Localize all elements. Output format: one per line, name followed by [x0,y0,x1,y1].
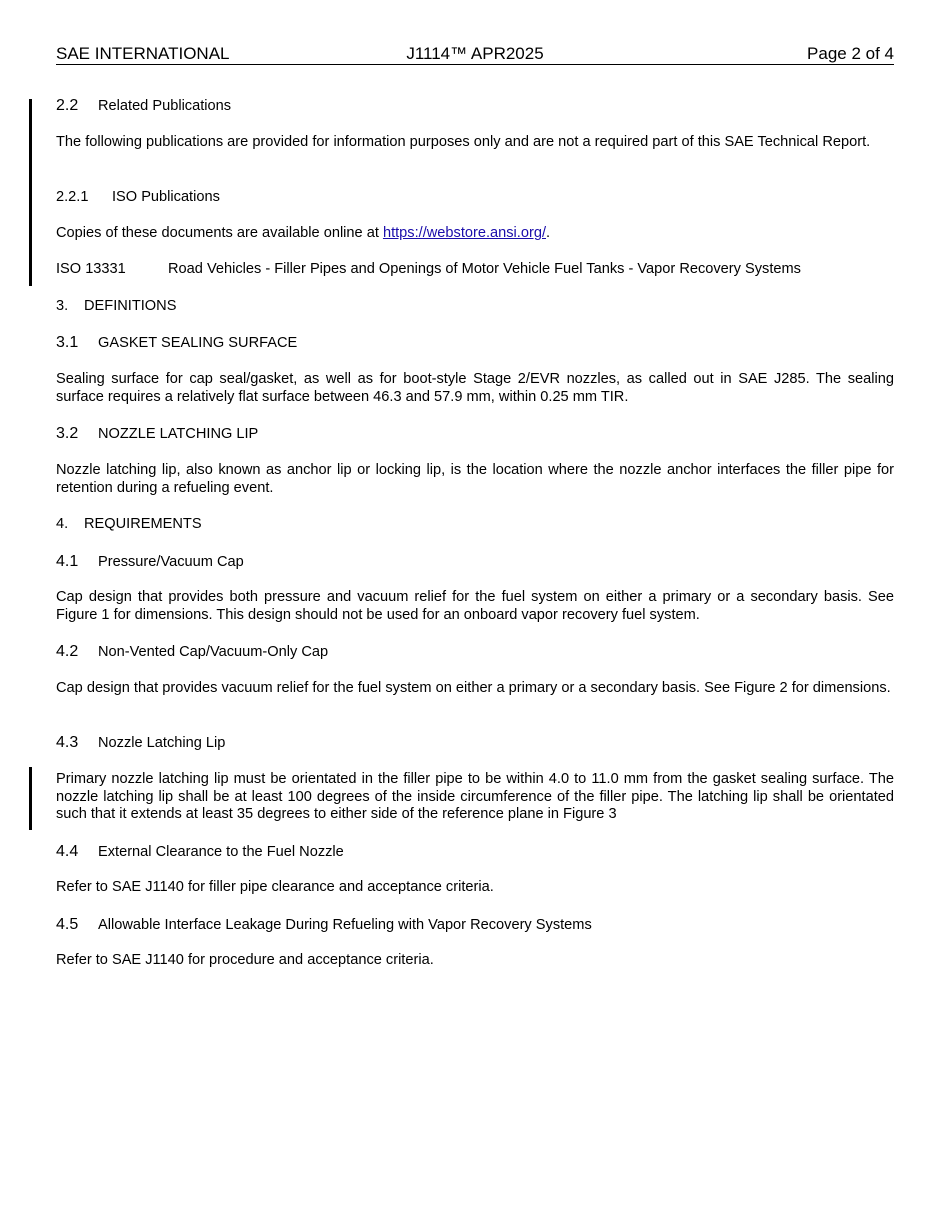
paragraph-gasket-sealing-surface: Sealing surface for cap seal/gasket, as well as for boot-style Stage 2/EVR nozzles, as called out in SAE J285. The sealing surface requires a relatively flat surface between 46.3 and 57.9 mm, within 0.25 mm TIR. [56,371,894,405]
section-title: NOZZLE LATCHING LIP [98,426,259,442]
section-heading-4-1 [56,553,894,572]
section-heading-3-2 [56,425,894,444]
section-number: 4. [56,516,69,532]
copies-text: Copies of these documents are available online at [56,225,383,241]
section-title: Allowable Interface Leakage During Refueling with Vapor Recovery Systems [98,917,592,933]
paragraph-pressure-vacuum-cap: Cap design that provides both pressure and vacuum relief for the fuel system on either a primary or a secondary basis. See Figure 1 for dimensions. This design should not be used for an onboard vapor recovery fuel system. [56,589,894,623]
section-title: REQUIREMENTS [84,516,202,532]
section-title: External Clearance to the Fuel Nozzle [98,844,344,860]
revision-change-bar [29,767,32,830]
section-title: Non-Vented Cap/Vacuum-Only Cap [98,644,329,660]
section-number: 4.4 [56,843,79,860]
reference-code: ISO 13331 [56,261,126,277]
section-heading-4-4 [56,843,894,862]
paragraph-non-vented-cap: Cap design that provides vacuum relief for the fuel system on either a primary or a secondary basis. See Figure 2 for dimensions. [56,680,891,696]
section-heading-3 [56,298,894,316]
ansi-webstore-link[interactable]: https://webstore.ansi.org/ [382,225,546,241]
paragraph-copies-available [56,225,894,243]
paragraph-related-publications: The following publications are provided for information purposes only and are not a required part of this SAE Technical Report. [56,134,871,150]
section-number: 2.2.1 [56,189,89,205]
section-number: 3. [56,298,69,314]
section-number: 4.3 [56,734,79,751]
paragraph-nozzle-latching-definition: Nozzle latching lip, also known as anchor lip or locking lip, is the location where the nozzle anchor interfaces the filler pipe for retention during a refueling event. [56,462,894,496]
section-number: 4.5 [56,916,79,933]
section-title: Nozzle Latching Lip [98,735,226,751]
section-title: DEFINITIONS [84,298,177,314]
section-heading-4-3 [56,734,894,753]
paragraph-interface-leakage: Refer to SAE J1140 for procedure and acceptance criteria. [56,952,434,968]
header-org: SAE INTERNATIONAL [56,44,230,63]
header-doc-id: J1114™ APR2025 [406,44,544,63]
paragraph-external-clearance: Refer to SAE J1140 for filler pipe clearance and acceptance criteria. [56,879,494,895]
reference-iso-13331 [56,261,894,279]
page-header [56,44,894,65]
section-number: 4.2 [56,643,79,660]
section-number: 3.2 [56,425,79,442]
section-heading-3-1 [56,334,894,353]
section-number: 3.1 [56,334,79,351]
copies-text-end: . [546,225,551,241]
section-heading-4-2 [56,643,894,662]
section-number: 2.2 [56,97,79,114]
section-number: 4.1 [56,553,79,570]
reference-title: Road Vehicles - Filler Pipes and Openings of Motor Vehicle Fuel Tanks - Vapor Recovery Systems [168,261,801,277]
section-heading-4 [56,516,894,534]
section-title: GASKET SEALING SURFACE [98,335,298,351]
section-heading-2-2-1 [56,189,894,207]
revision-change-bar [29,99,32,286]
header-page-number: Page 2 of 4 [807,44,894,63]
section-title: Pressure/Vacuum Cap [98,554,244,570]
paragraph-nozzle-latching-requirement: Primary nozzle latching lip must be orientated in the filler pipe to be within 4.0 to 11.0 mm from the gasket sealing surface. The nozzle latching lip shall be at least 100 degrees of the inside circumference of the filler pipe. The latching lip shall be orientated such that it extends at least 35 degrees to either side of the reference plane in Figure 3 [56,771,894,822]
section-heading-4-5 [56,916,894,935]
section-heading-2-2 [56,97,894,116]
section-title: ISO Publications [112,189,220,205]
section-title: Related Publications [98,98,232,114]
